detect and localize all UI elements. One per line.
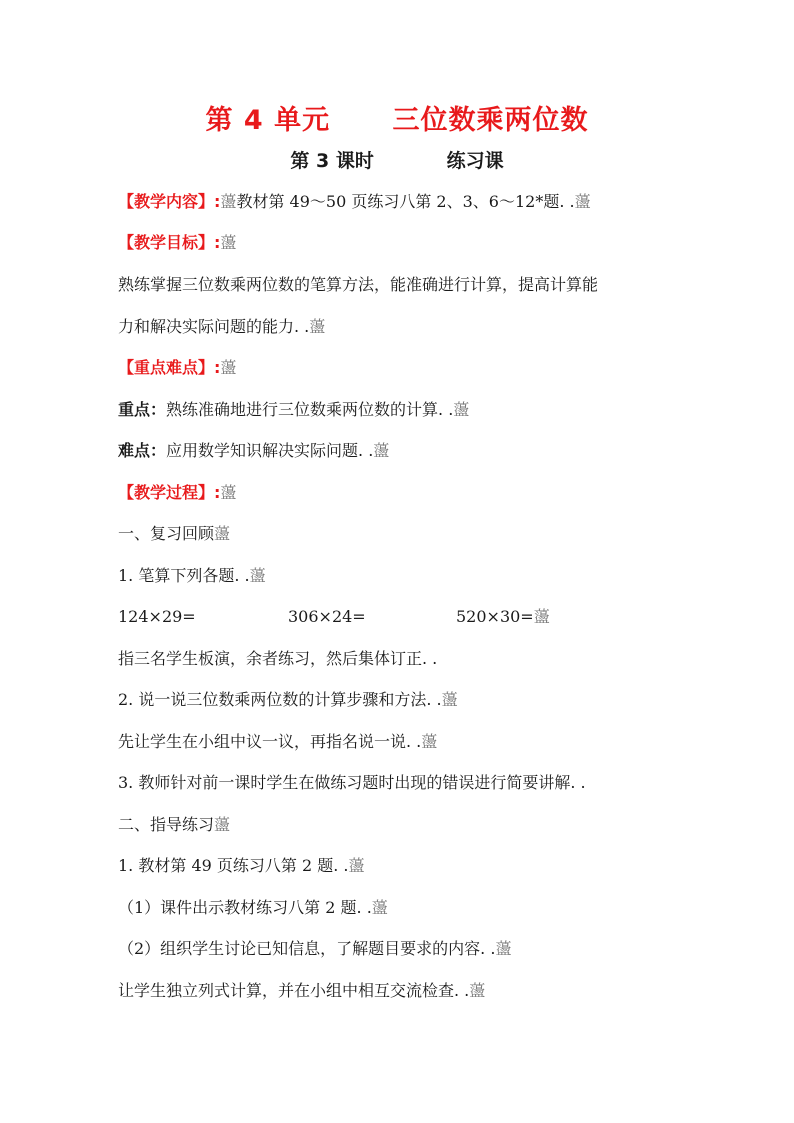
mark-glyph: 蘯 (220, 483, 237, 502)
mark-glyph: 蘯 (533, 607, 550, 626)
step-2: （2）组织学生讨论已知信息，了解题目要求的内容. . (118, 939, 496, 958)
teaching-content-line (118, 192, 698, 212)
calculation-2: 306×24= (288, 607, 366, 626)
keypoint-heading (118, 358, 698, 378)
teaching-goal-text-2-line (118, 317, 698, 337)
teaching-content-text: 教材第 49～50 页练习八第 2、3、6～12*题. . (236, 192, 575, 211)
teaching-process-label: 【教学过程】 (118, 483, 215, 502)
teaching-content-colon: : (214, 192, 221, 211)
mark-glyph: 蘯 (309, 317, 326, 336)
teaching-goal-colon: : (214, 233, 221, 252)
mark-glyph: 蘯 (220, 192, 237, 211)
mark-glyph: 蘯 (495, 939, 512, 958)
mark-glyph: 蘯 (574, 192, 591, 211)
step-3-line (118, 981, 698, 1001)
mark-glyph: 蘯 (220, 233, 237, 252)
review-heading: 一、复习回顾 (118, 524, 215, 543)
lesson-subtitle: 第 3 课时 练习课 (290, 150, 504, 172)
step-2-line (118, 939, 698, 959)
mark-glyph: 蘯 (421, 732, 438, 751)
keypoint-label: 【重点难点】 (118, 358, 215, 377)
calculation-1: 124×29= (118, 607, 196, 626)
key-point-line (118, 400, 698, 420)
difficulty-label: 难点： (118, 441, 167, 460)
mark-glyph: 蘯 (220, 358, 237, 377)
mark-glyph: 蘯 (373, 441, 390, 460)
difficulty-line (118, 441, 698, 461)
step-3: 让学生独立列式计算，并在小组中相互交流检查. . (118, 981, 470, 1000)
mark-glyph: 蘯 (348, 856, 365, 875)
keypoint-colon: : (214, 358, 221, 377)
mark-glyph: 蘯 (214, 524, 231, 543)
item-1: 1. 笔算下列各题. . (118, 566, 250, 585)
teaching-goal-heading (118, 233, 698, 253)
item-2-line (118, 690, 698, 710)
mark-glyph: 蘯 (249, 566, 266, 585)
teaching-goal-text-1: 熟练掌握三位数乘两位数的笔算方法，能准确进行计算，提高计算能 (118, 275, 599, 294)
mark-glyph: 蘯 (441, 690, 458, 709)
teaching-process-heading (118, 483, 698, 503)
practice-1-line (118, 856, 698, 876)
teaching-goal-label: 【教学目标】 (118, 233, 215, 252)
teaching-goal-text-2: 力和解决实际问题的能力. . (118, 317, 310, 336)
mark-glyph: 蘯 (214, 815, 231, 834)
practice-heading-line (118, 815, 698, 835)
item-2-note-line (118, 732, 698, 752)
mark-glyph: 蘯 (371, 898, 388, 917)
key-point-label: 重点： (118, 400, 167, 419)
item-1-note: 指三名学生板演，余者练习，然后集体订正. . (118, 649, 438, 668)
item-2: 2. 说一说三位数乘两位数的计算步骤和方法. . (118, 690, 442, 709)
calculation-3-line (456, 607, 550, 627)
teaching-process-colon: : (214, 483, 221, 502)
practice-heading: 二、指导练习 (118, 815, 215, 834)
mark-glyph: 蘯 (453, 400, 470, 419)
mark-glyph: 蘯 (469, 981, 486, 1000)
item-1-line (118, 566, 698, 586)
step-1: （1）课件出示教材练习八第 2 题. . (118, 898, 372, 917)
teaching-content-label: 【教学内容】 (118, 192, 215, 211)
step-1-line (118, 898, 698, 918)
practice-1: 1. 教材第 49 页练习八第 2 题. . (118, 856, 349, 875)
item-2-note: 先让学生在小组中议一议，再指名说一说. . (118, 732, 422, 751)
calculation-3: 520×30= (456, 607, 534, 626)
review-heading-line (118, 524, 698, 544)
item-3: 3. 教师针对前一课时学生在做练习题时出现的错误进行简要讲解. . (118, 773, 586, 792)
difficulty-text: 应用数学知识解决实际问题. . (166, 441, 374, 460)
key-point-text: 熟练准确地进行三位数乘两位数的计算. . (166, 400, 454, 419)
unit-title: 第 4 单元 三位数乘两位数 (205, 105, 589, 136)
